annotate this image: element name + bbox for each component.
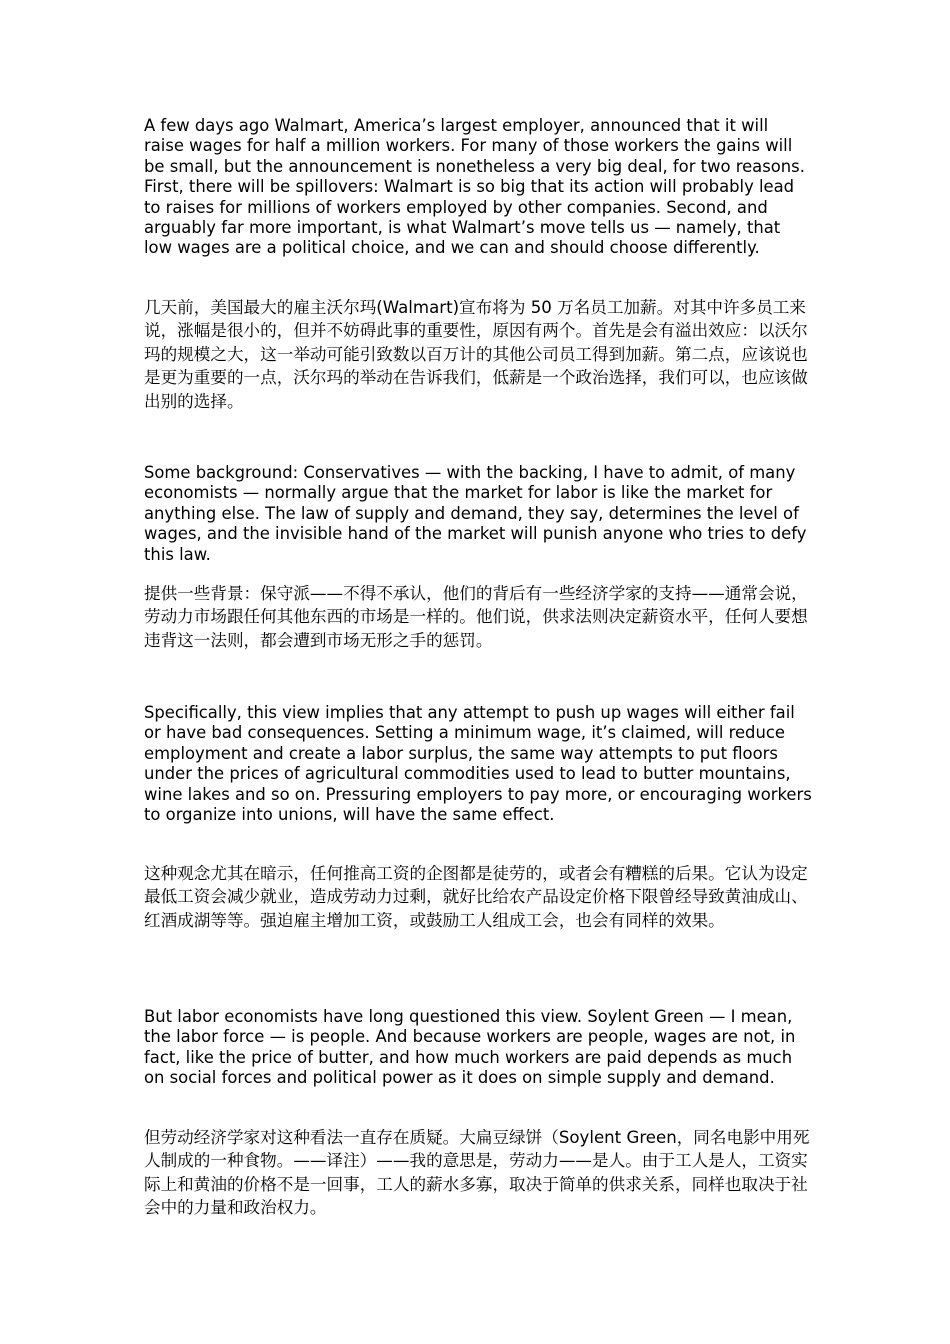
paragraph-chinese-2: 提供一些背景：保守派——不得不承认，他们的背后有一些经济学家的支持——通常会说，劳动力市场跟任何其他东西的市场是一样的。他们说，供求法则决定薪资水平，任何人要想违背这一法则，都会遭到市场无形之手的惩罚。 [144,584,808,650]
paragraph-english-4: But labor economists have long questioned this view. Soylent Green — I mean, the labor force — is people. And because workers are people, wages are not, in fact, like the price of butter, and how much workers are paid depends as much on social forces and political power as it does on simple supply and demand. [144,1007,796,1088]
paragraph-english-1: A few days ago Walmart, America’s largest employer, announced that it will raise wages for half a million workers. For many of those workers the gains will be small, but the announcement is nonetheless a very big deal, for two reasons. First, there will be spillovers: Walmart is so big that its action will probably lead to raises for millions of workers employed by other companies. Second, and arguably far more important, is what Walmart’s move tells us — namely, that low wages are a political choice, and we can and should choose differently. [144,116,805,258]
paragraph-english-2: Some background: Conservatives — with the backing, I have to admit, of many economists — normally argue that the market for labor is like the market for anything else. The law of supply and demand, they say, determines the level of wages, and the invisible hand of the market will punish anyone who tries to defy this law. [144,463,807,564]
paragraph-english-3: Specifically, this view implies that any attempt to push up wages will either fail or have bad consequences. Setting a minimum wage, it’s claimed, will reduce employment and create a labor surplus, the same way attempts to put floors under the prices of agricultural commodities used to lead to butter mountains, wine lakes and so on. Pressuring employers to pay more, or encouraging workers to organize into unions, will have the same effect. [144,703,812,825]
paragraph-chinese-4: 但劳动经济学家对这种看法一直存在质疑。大扁豆绿饼（Soylent Green，同名电影中用死人制成的一种食物。——译注）——我的意思是，劳动力——是人。由于工人是人，工资实际上和黄油的价格不是一回事，工人的薪水多寡，取决于简单的供求关系，同样也取决于社会中的力量和政治权力。 [144,1128,810,1218]
paragraph-chinese-1: 几天前，美国最大的雇主沃尔玛(Walmart)宣布将为 50 万名员工加薪。对其中许多员工来说，涨幅是很小的，但并不妨碍此事的重要性，原因有两个。首先是会有溢出效应：以沃尔玛的规模之大，这一举动可能引致数以百万计的其他公司员工得到加薪。第二点，应该说也是更为重要的一点，沃尔玛的举动在告诉我们，低薪是一个政治选择，我们可以，也应该做出别的选择。 [144,298,808,411]
paragraph-chinese-3: 这种观念尤其在暗示，任何推高工资的企图都是徒劳的，或者会有糟糕的后果。它认为设定最低工资会减少就业，造成劳动力过剩，就好比给农产品设定价格下限曾经导致黄油成山、红酒成湖等等。强迫雇主增加工资，或鼓励工人组成工会，也会有同样的效果。 [144,864,808,930]
